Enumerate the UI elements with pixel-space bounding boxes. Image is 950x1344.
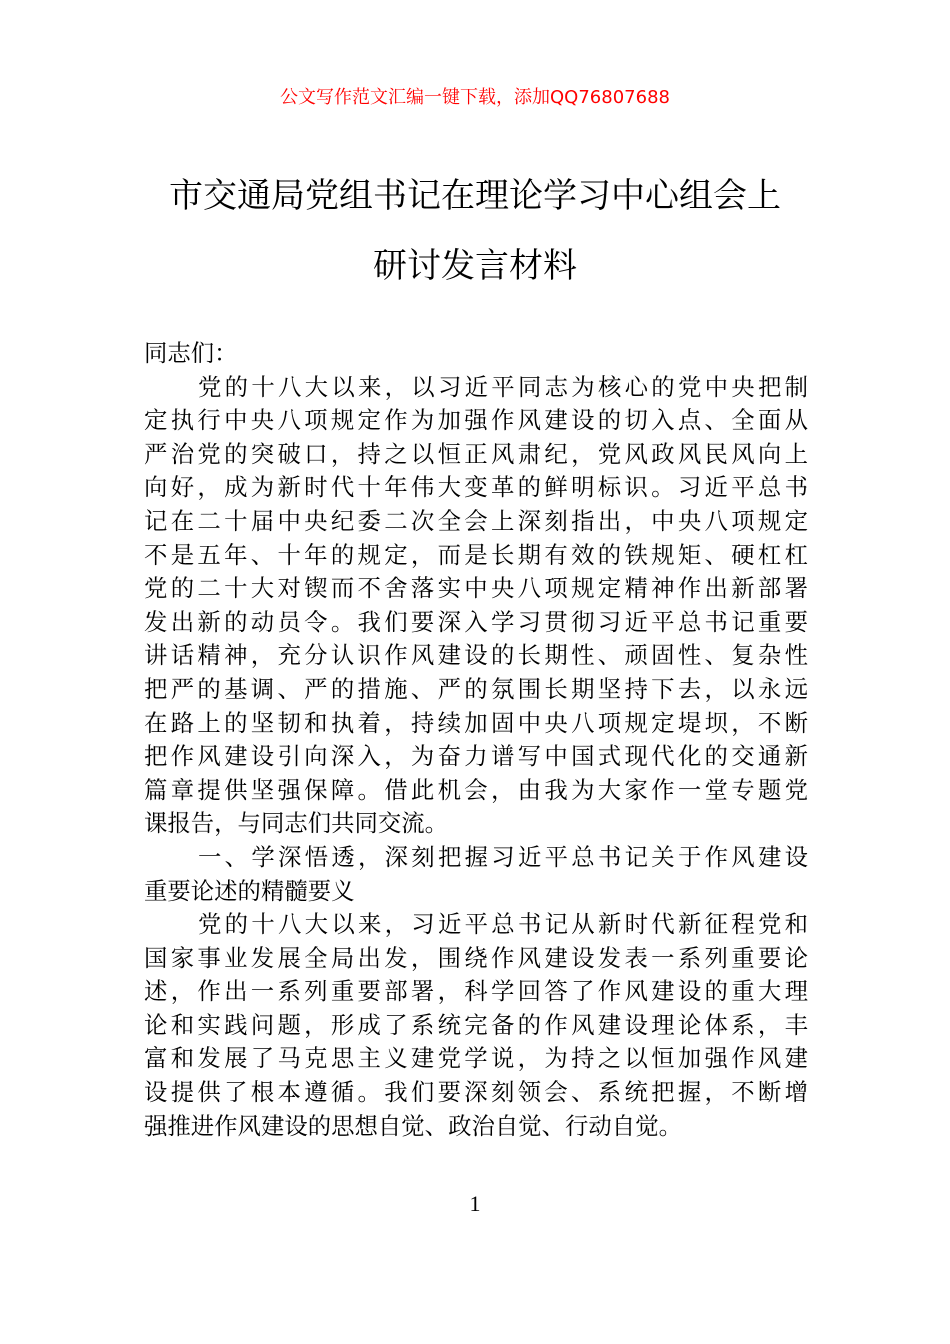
paragraph-line: 把严的基调、严的措施、严的氛围长期坚持下去，以永远 bbox=[144, 674, 808, 703]
paragraph-line: 讲话精神，充分认识作风建设的长期性、顽固性、复杂性 bbox=[144, 641, 808, 670]
paragraph-line: 严治党的突破口，持之以恒正风肃纪，党风政风民风向上 bbox=[144, 439, 808, 468]
paragraph-line: 把作风建设引向深入，为奋力谱写中国式现代化的交通新 bbox=[144, 742, 808, 771]
paragraph-2 bbox=[144, 908, 808, 1143]
paragraph-line: 国家事业发展全局出发，围绕作风建设发表一系列重要论 bbox=[144, 943, 808, 972]
paragraph-line: 述，作出一系列重要部署，科学回答了作风建设的重大理 bbox=[144, 977, 808, 1006]
paragraph-line: 定执行中央八项规定作为加强作风建设的切入点、全面从 bbox=[144, 406, 808, 435]
paragraph-line: 发出新的动员令。我们要深入学习贯彻习近平总书记重要 bbox=[144, 607, 808, 636]
heading-line: 重要论述的精髓要义 bbox=[144, 876, 355, 905]
paragraph-1 bbox=[144, 371, 808, 841]
document-body bbox=[144, 337, 808, 1143]
paragraph-line: 向好，成为新时代十年伟大变革的鲜明标识。习近平总书 bbox=[144, 473, 808, 502]
header-download-note: 公文写作范文汇编一键下载，添加QQ76807688 bbox=[280, 87, 670, 108]
paragraph-line: 强推进作风建设的思想自觉、政治自觉、行动自觉。 bbox=[144, 1111, 682, 1140]
paragraph-line: 论和实践问题，形成了系统完备的作风建设理论体系，丰 bbox=[144, 1010, 808, 1039]
paragraph-line: 篇章提供坚强保障。借此机会，由我为大家作一堂专题党 bbox=[144, 775, 808, 804]
heading-line: 一、学深悟透，深刻把握习近平总书记关于作风建设 bbox=[198, 842, 808, 871]
paragraph-line: 党的十八大以来，以习近平同志为核心的党中央把制 bbox=[198, 372, 808, 401]
paragraph-line: 富和发展了马克思主义建党学说，为持之以恒加强作风建 bbox=[144, 1044, 808, 1073]
paragraph-line: 党的十八大以来，习近平总书记从新时代新征程党和 bbox=[198, 910, 808, 939]
paragraph-line: 记在二十届中央纪委二次全会上深刻指出，中央八项规定 bbox=[144, 506, 808, 535]
paragraph-line: 不是五年、十年的规定，而是长期有效的铁规矩、硬杠杠 bbox=[144, 540, 808, 569]
document-title-line-1: 市交通局党组书记在理论学习中心组会上 bbox=[169, 176, 781, 216]
paragraph-line: 设提供了根本遵循。我们要深刻领会、系统把握，不断增 bbox=[144, 1078, 808, 1107]
paragraph-line: 在路上的坚韧和执着，持续加固中央八项规定堤坝，不断 bbox=[144, 708, 808, 737]
greeting: 同志们： bbox=[144, 339, 238, 367]
section-heading-1 bbox=[144, 841, 808, 908]
paragraph-line: 党的二十大对锲而不舍落实中央八项规定精神作出新部署 bbox=[144, 574, 808, 603]
paragraph-line: 课报告，与同志们共同交流。 bbox=[144, 809, 449, 838]
document-title-line-2: 研讨发言材料 bbox=[373, 246, 577, 286]
page-number: 1 bbox=[469, 1191, 481, 1216]
